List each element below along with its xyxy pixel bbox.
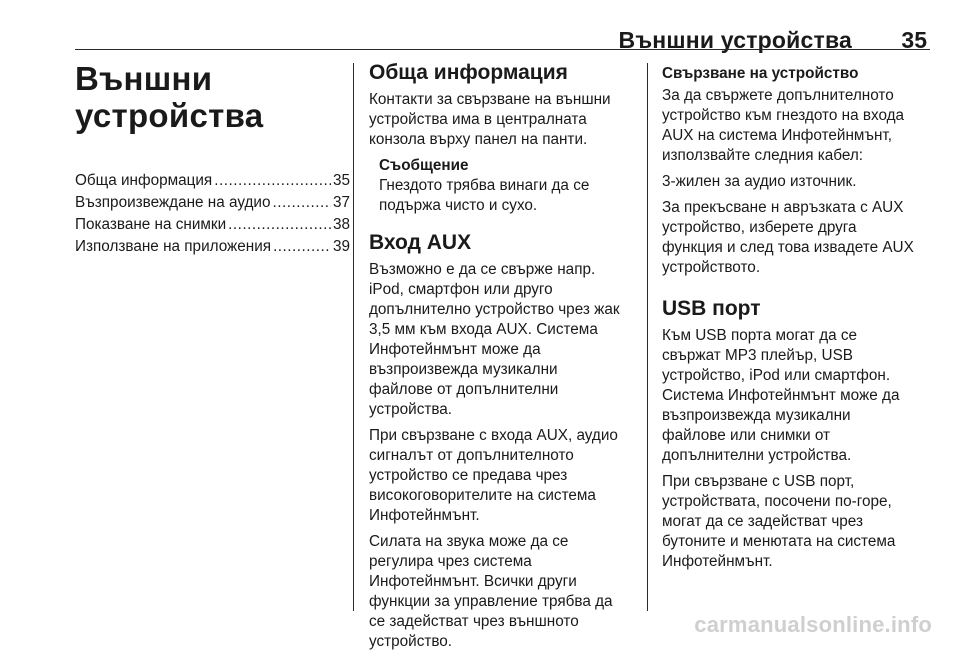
toc-leader-dots <box>214 170 331 192</box>
text-line: 3,5 мм към входа AUX. Система <box>369 321 598 338</box>
text-line: Система Инфотейнмънт може да <box>662 387 900 404</box>
text-line: Инфотейнмънт. <box>369 507 480 524</box>
section-title-usb: USB порт <box>662 297 761 320</box>
text-line: iPod, смартфон или друго <box>369 281 553 298</box>
text-line: устройства. <box>369 401 453 418</box>
text-line: Инфотейнмънт. <box>662 553 773 570</box>
toc-entry-general[interactable] <box>75 170 350 192</box>
text-line: устройство. <box>369 633 453 650</box>
text-line: файлове от допълнителни <box>369 381 559 398</box>
text-line: 3-жилен за аудио източник. <box>662 173 857 190</box>
column-divider-2 <box>647 63 648 611</box>
text-line: допълнително устройство чрез жак <box>369 301 620 318</box>
text-line: устройство се предава чрез <box>369 467 568 484</box>
usb-paragraph-1 <box>662 326 930 466</box>
text-line: подържа чисто и сухо. <box>379 197 538 214</box>
running-header-title: Външни устройства <box>618 27 852 53</box>
text-line: устройство към гнездото на входа <box>662 107 905 124</box>
text-line: файлове или снимки от <box>662 427 831 444</box>
text-line: свържат MP3 плейър, USB <box>662 347 853 364</box>
toc-page: 38 <box>332 216 350 233</box>
text-line: възпроизвежда музикални <box>369 361 558 378</box>
section-title-aux: Вход AUX <box>369 231 472 254</box>
column-divider-1 <box>353 63 354 611</box>
text-line: Възможно е да се свърже напр. <box>369 261 596 278</box>
text-line: Контакти за свързване на външни <box>369 91 611 108</box>
chapter-title <box>75 60 350 134</box>
text-line: Инфотейнмънт. Всички други <box>369 573 577 590</box>
text-line: се задействат чрез външното <box>369 613 579 630</box>
text-line: бутоните и менютата на система <box>662 533 896 550</box>
text-line: сигналът от допълнителното <box>369 447 574 464</box>
text-line: възпроизвежда музикални <box>662 407 851 424</box>
text-line: функции за управление трябва да <box>369 593 613 610</box>
subsection-title-connect: Свързване на устройство <box>662 65 859 82</box>
note-block <box>379 156 635 216</box>
text-line: устройство, изберете друга <box>662 219 857 236</box>
text-line: функция и след това извадете AUX <box>662 239 914 256</box>
toc-label: Възпроизвеждане на аудио <box>75 194 271 211</box>
connect-paragraph-3 <box>662 198 930 278</box>
page-number: 35 <box>901 27 927 53</box>
text-line: Инфотейнмънт може да <box>369 341 541 358</box>
connect-paragraph-2 <box>662 172 930 192</box>
column-2 <box>369 60 635 658</box>
header-rule <box>75 49 930 50</box>
aux-paragraph-1 <box>369 260 635 420</box>
text-line: устройство, iPod или смартфон. <box>662 367 891 384</box>
column-3 <box>662 60 930 578</box>
text-line: регулира чрез система <box>369 553 532 570</box>
text-line: Силата на звука може да се <box>369 533 569 550</box>
watermark: carmanualsonline.info <box>694 612 932 637</box>
text-line: За прекъсване н авръзката с AUX <box>662 199 904 216</box>
toc-leader-dots <box>273 236 331 258</box>
text-line: устройствата, посочени по-горе, <box>662 493 892 510</box>
section-title-general: Обща информация <box>369 61 568 84</box>
text-line: Гнездото трябва винаги да се <box>379 177 590 194</box>
toc-leader-dots <box>272 192 331 214</box>
text-line: За да свържете допълнителното <box>662 87 894 104</box>
text-line: могат да се задействат чрез <box>662 513 863 530</box>
aux-paragraph-3 <box>369 532 635 652</box>
toc-page: 35 <box>332 172 350 189</box>
toc-label: Показване на снимки <box>75 216 227 233</box>
chapter-title-line-2: устройства <box>75 97 264 134</box>
toc-label: Обща информация <box>75 172 213 189</box>
toc-entry-apps[interactable] <box>75 236 350 258</box>
text-line: конзола върху панел на панти. <box>369 131 588 148</box>
column-1 <box>75 60 350 258</box>
text-line: устройства има в централната <box>369 111 587 128</box>
text-line: използвайте следния кабел: <box>662 147 864 164</box>
text-line: AUX на система Инфотейнмънт, <box>662 127 892 144</box>
text-line: При свързване с входа AUX, аудио <box>369 427 618 444</box>
toc-entry-audio[interactable] <box>75 192 350 214</box>
toc-leader-dots <box>228 214 331 236</box>
toc-entry-pictures[interactable] <box>75 214 350 236</box>
text-line: високоговорителите на система <box>369 487 596 504</box>
text-line: допълнителни устройства. <box>662 447 852 464</box>
general-intro <box>369 90 635 150</box>
note-title: Съобщение <box>379 157 469 174</box>
text-line: устройството. <box>662 259 761 276</box>
text-line: Към USB порта могат да се <box>662 327 858 344</box>
aux-paragraph-2 <box>369 426 635 526</box>
text-line: При свързване с USB порт, <box>662 473 855 490</box>
chapter-title-line-1: Външни <box>75 60 213 97</box>
toc-label: Използване на приложения <box>75 238 272 255</box>
connect-paragraph-1 <box>662 86 930 166</box>
usb-paragraph-2 <box>662 472 930 572</box>
toc-page: 39 <box>332 238 350 255</box>
toc-page: 37 <box>332 194 350 211</box>
table-of-contents <box>75 170 350 258</box>
note-text <box>379 176 635 216</box>
